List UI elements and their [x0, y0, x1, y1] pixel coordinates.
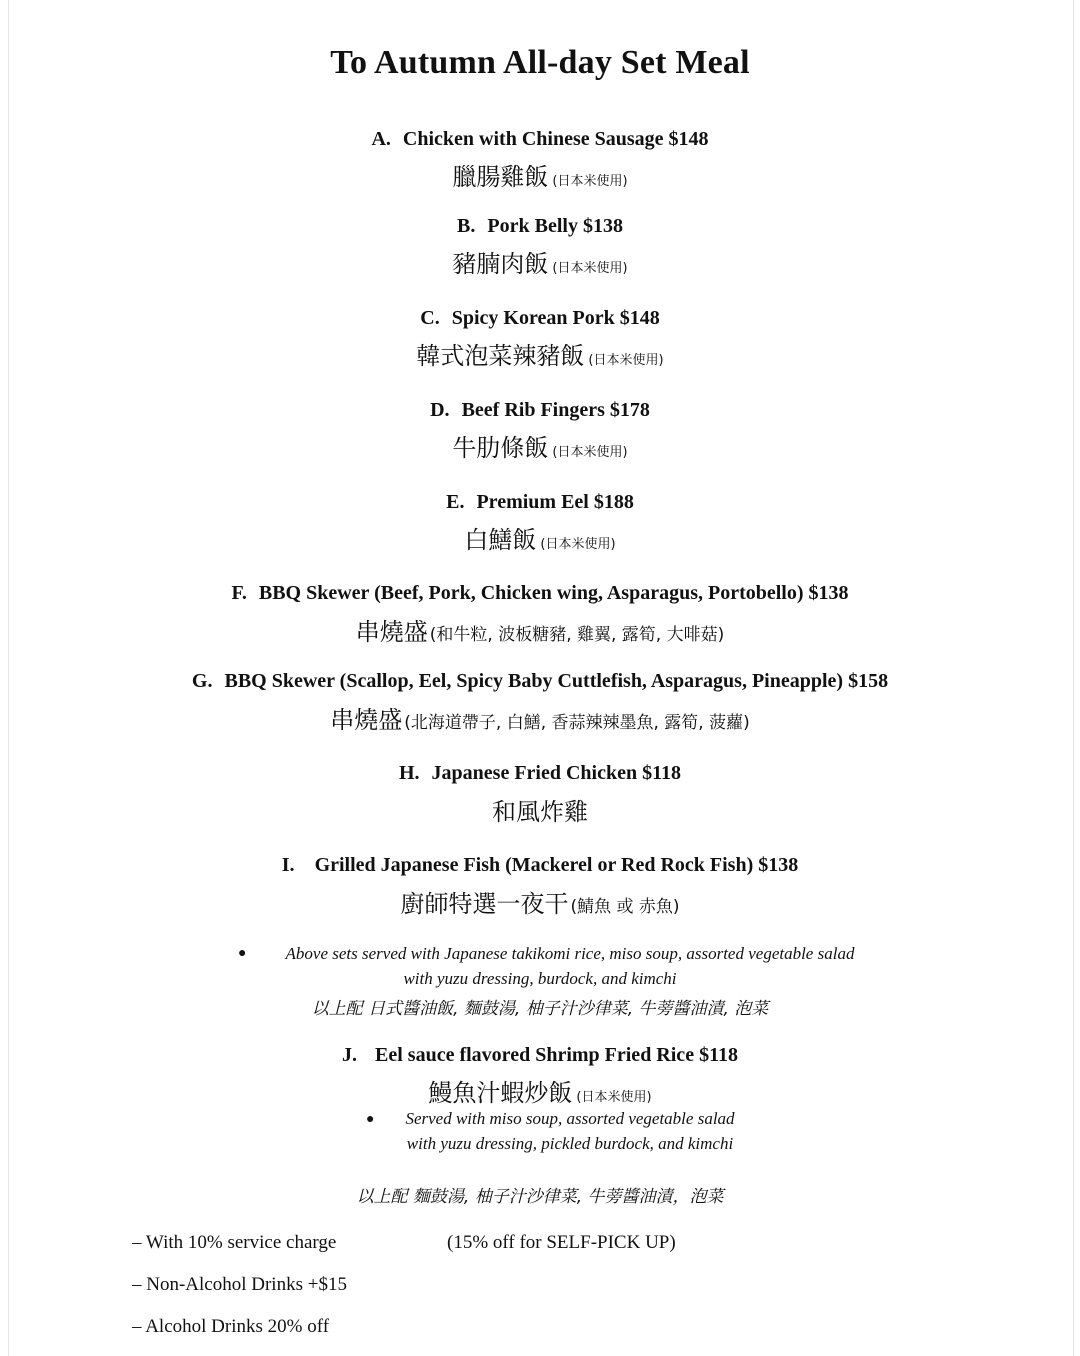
item-note: (和牛粒, 波板糖豬, 雞翼, 露筍, 大啡菇): [429, 625, 725, 645]
item-name-en: Beef Rib Fingers $178: [461, 399, 650, 421]
menu-item-g-name: [0, 670, 1080, 693]
item-name-zh: 白鱔飯: [464, 526, 537, 554]
menu-item-f-zh: [0, 612, 1080, 647]
item-letter: H.: [398, 762, 420, 784]
menu-item-h-name: [0, 762, 1080, 785]
item-letter: E.: [446, 491, 465, 513]
menu-item-i-zh: [0, 884, 1080, 919]
item-name-zh: 韓式泡菜辣豬飯: [416, 342, 585, 370]
item-name-en: Pork Belly $138: [487, 215, 623, 237]
item-name-zh: 串燒盛: [355, 618, 428, 646]
item-note: (日本米使用): [552, 261, 628, 276]
item-note: (北海道帶子, 白鱔, 香蒜辣辣墨魚, 露筍, 菠蘿): [404, 713, 750, 733]
menu-item-g-zh: [0, 700, 1080, 735]
item-name-zh: 臘腸雞飯: [452, 163, 549, 191]
menu-item-d-zh: [0, 428, 1080, 463]
item-name-zh: 牛肋條飯: [452, 434, 549, 462]
item-name-en: Japanese Fried Chicken $118: [431, 762, 681, 784]
sets-note-zh: 以上配 日式醬油飯, 麵鼓湯, 柚子汁沙律菜, 牛蒡醬油漬, 泡菜: [311, 999, 769, 1019]
item-name-en: BBQ Skewer (Scallop, Eel, Spicy Baby Cuttlefish, Asparagus, Pineapple) $158: [224, 670, 889, 692]
item-letter: B.: [457, 215, 476, 237]
item-name-en: Chicken with Chinese Sausage $148: [402, 128, 709, 150]
menu-item-d-name: [0, 399, 1080, 422]
item-letter: G.: [191, 670, 213, 692]
menu-item-a-name: [0, 128, 1080, 151]
item-letter: F.: [231, 582, 247, 604]
menu-item-e-zh: [0, 520, 1080, 555]
item-note: (日本米使用): [576, 1090, 652, 1105]
item-name-en: Eel sauce flavored Shrimp Fried Rice $118: [375, 1044, 738, 1066]
menu-item-h-zh: [0, 792, 1080, 827]
item-letter: C.: [420, 307, 440, 329]
item-note: (鯖魚 或 赤魚): [570, 897, 680, 917]
sets-note-line1: Above sets served with Japanese takikomi rice, miso soup, assorted vegetable salad: [285, 944, 855, 963]
menu-item-e-name: [0, 491, 1080, 514]
alcohol-drinks-note: – Alcohol Drinks 20% off: [132, 1316, 330, 1337]
item-letter: J.: [342, 1044, 358, 1066]
item-letter: I.: [281, 854, 295, 876]
item-name-en: Spicy Korean Pork $148: [451, 307, 660, 329]
menu-item-b-name: [0, 215, 1080, 238]
menu-item-c-name: [0, 307, 1080, 330]
item-note: (日本米使用): [552, 174, 628, 189]
menu-item-f-name: [0, 582, 1080, 605]
self-pickup-note: (15% off for SELF-PICK UP): [447, 1232, 676, 1253]
j-note-line2: with yuzu dressing, pickled burdock, and kimchi: [406, 1134, 734, 1153]
j-note-zh: 以上配 麵鼓湯, 柚子汁沙律菜, 牛蒡醬油漬，泡菜: [356, 1187, 724, 1207]
j-note-line1: Served with miso soup, assorted vegetable salad: [405, 1109, 735, 1128]
item-name-en: BBQ Skewer (Beef, Pork, Chicken wing, Asparagus, Portobello) $138: [258, 582, 849, 604]
item-letter: A.: [371, 128, 391, 150]
item-name-zh: 豬腩肉飯: [452, 250, 549, 278]
item-note: (日本米使用): [540, 537, 616, 552]
service-charge-note: – With 10% service charge: [132, 1232, 337, 1253]
sets-note-line2: with yuzu dressing, burdock, and kimchi: [403, 969, 677, 988]
item-name-zh: 廚師特選一夜干: [400, 890, 569, 918]
page-title: To Autumn All-day Set Meal: [330, 44, 750, 81]
item-note: (日本米使用): [552, 445, 628, 460]
menu-item-i-name: [0, 854, 1080, 877]
item-letter: D.: [430, 399, 450, 421]
menu-item-j-name: [0, 1044, 1080, 1067]
menu-item-a-zh: [0, 157, 1080, 192]
non-alcohol-drinks-note: – Non-Alcohol Drinks +$15: [132, 1274, 347, 1295]
item-name-en: Grilled Japanese Fish (Mackerel or Red Rock Fish) $138: [314, 854, 799, 876]
item-name-zh: 和風炸雞: [492, 798, 588, 826]
bullet-icon: ●: [238, 946, 247, 961]
item-name-zh: 鰻魚汁蝦炒飯: [428, 1079, 573, 1107]
menu-item-c-zh: [0, 336, 1080, 371]
item-name-en: Premium Eel $188: [476, 491, 634, 513]
bullet-icon: ●: [366, 1112, 375, 1127]
item-note: (日本米使用): [588, 353, 664, 368]
menu-item-b-zh: [0, 244, 1080, 279]
item-name-zh: 串燒盛: [330, 706, 403, 734]
menu-item-j-zh: [0, 1073, 1080, 1108]
